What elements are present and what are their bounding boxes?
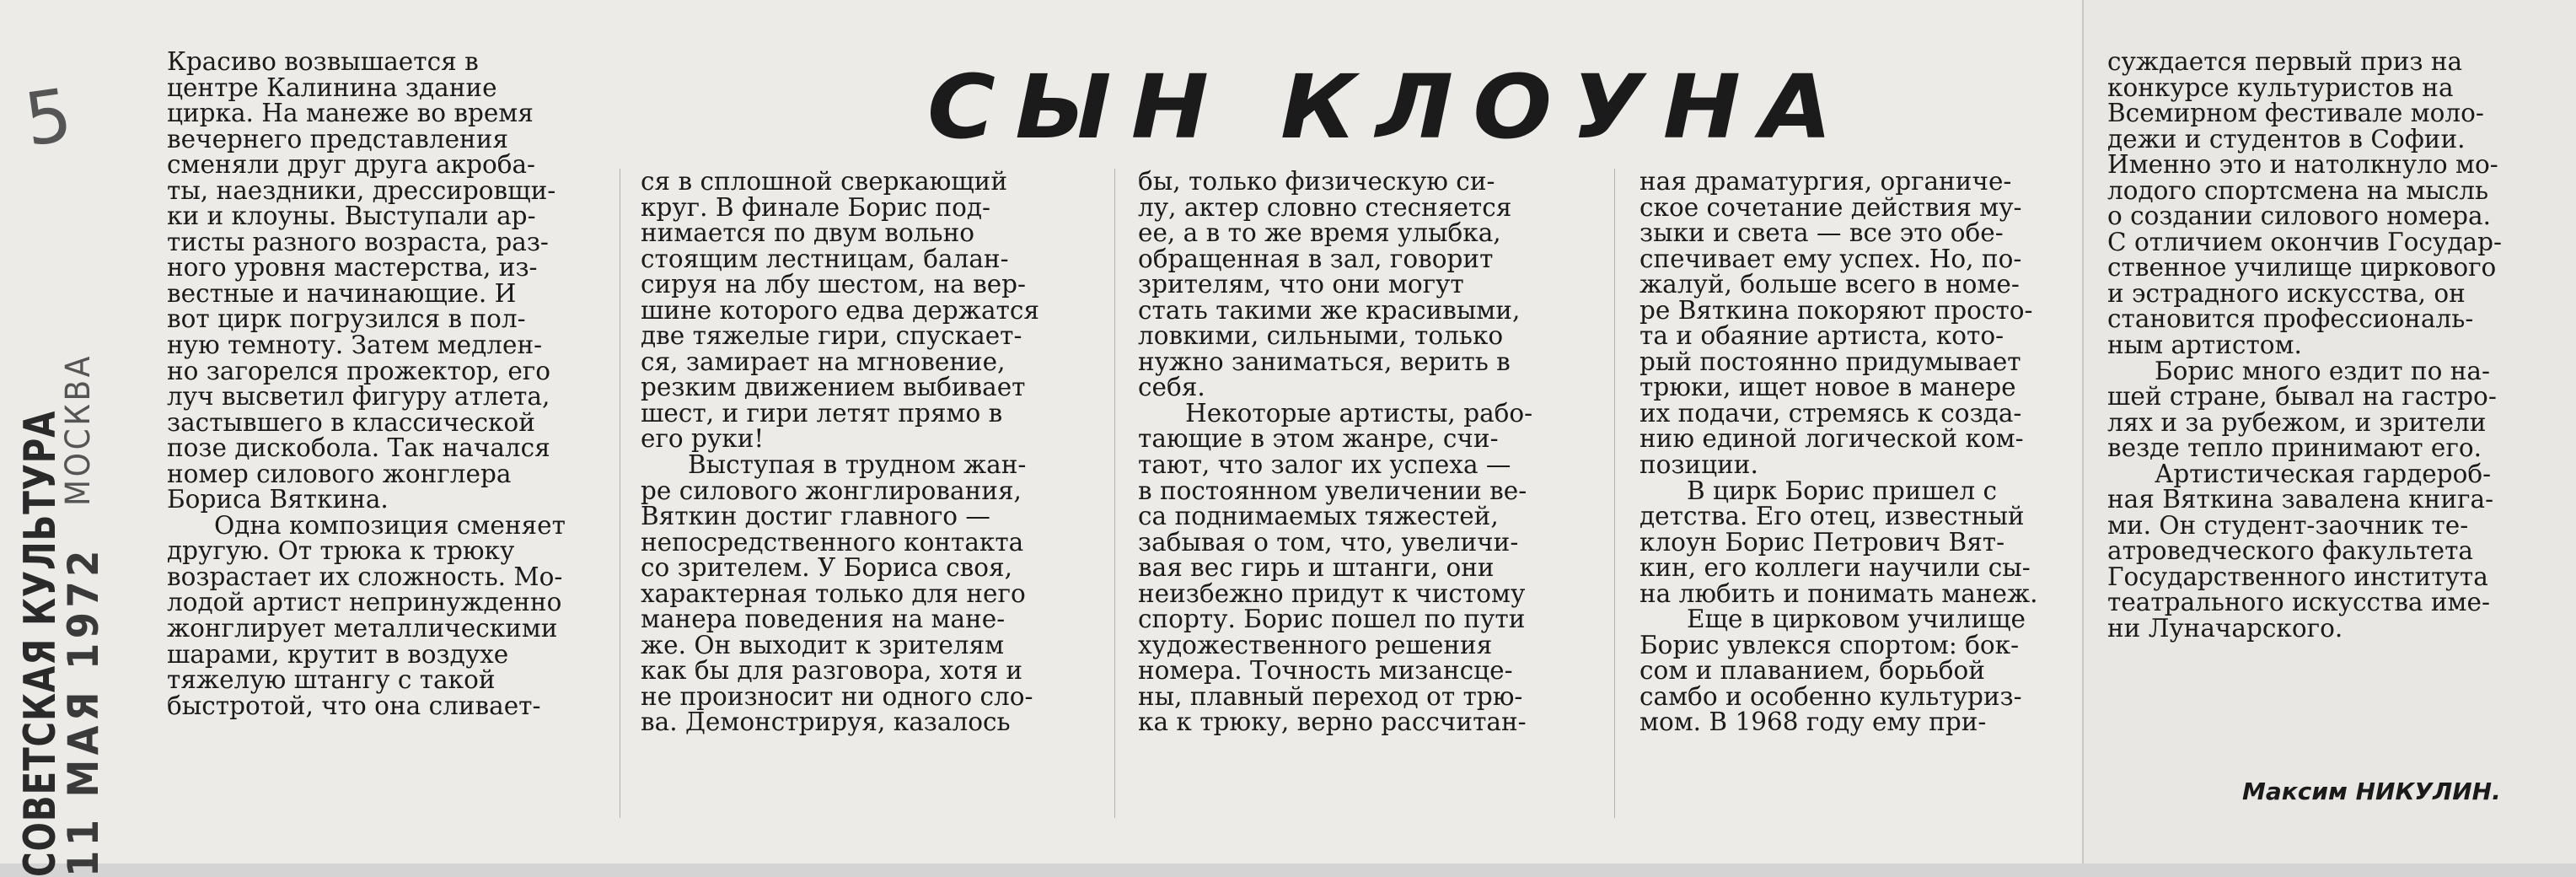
article-text-line: стоящим лестницам, балан- xyxy=(641,244,1009,273)
article-text-line: со зрителем. У Бориса своя, xyxy=(641,553,1013,583)
article-text-line: ны, плавный переход от трю- xyxy=(1138,681,1523,711)
article-text-line: Борис увлекся спортом: бок- xyxy=(1640,630,2020,659)
article-text-line: но загорелся прожектор, его xyxy=(167,356,551,385)
article-text-line: не произносит ни одного сло- xyxy=(641,681,1033,711)
article-column-3 xyxy=(1138,169,1576,735)
article-text-line: в постоянном увеличении ве- xyxy=(1138,476,1527,505)
article-text-line: застывшего в классической xyxy=(167,407,535,437)
article-text-line: детства. Его отец, известный xyxy=(1640,502,2025,531)
article-title: СЫН КЛОУНА xyxy=(927,56,1852,159)
article-text-line: ственное училище циркового xyxy=(2107,253,2497,282)
article-text-line: лодого спортсмена на мысль xyxy=(2107,175,2489,205)
article-text-line: быстротой, что она сливает- xyxy=(167,691,541,720)
article-text-line: резким движением выбивает xyxy=(641,373,1026,402)
article-text-line: В цирк Борис пришел с xyxy=(1687,476,1998,505)
article-text-line: клоун Борис Петрович Вят- xyxy=(1640,527,2005,557)
article-text-line: ее, а в то же время улыбка, xyxy=(1138,218,1501,248)
article-text-line: жалуй, больше всего в номе- xyxy=(1640,270,2020,299)
article-text-line: непосредственного контакта xyxy=(641,527,1024,557)
article-text-line: вая вес гирь и штанги, они xyxy=(1138,553,1495,583)
article-text-line: Некоторые артисты, рабо- xyxy=(1185,398,1533,428)
column-divider xyxy=(1114,169,1115,818)
city-stamp: МОСКВА xyxy=(59,352,98,506)
article-text-line: Именно это и натолкнуло мо- xyxy=(2107,150,2498,180)
article-text-line: лях и за рубежом, и зрители xyxy=(2107,407,2487,437)
article-text-line: нужно заниматься, верить в xyxy=(1138,347,1511,376)
article-text-line: суждается первый приз на xyxy=(2107,47,2463,76)
article-text-line: и эстрадного искусства, он xyxy=(2107,278,2466,308)
article-text-line: вестные и начинающие. И xyxy=(167,278,517,308)
pencil-mark: 5 xyxy=(19,73,78,164)
article-text-line: цирка. На манеже во время xyxy=(167,99,534,128)
article-text-line: неизбежно придут к чистому xyxy=(1138,578,1526,608)
article-text-line: везде тепло принимают его. xyxy=(2107,433,2482,463)
article-text-line: нию единой логической ком- xyxy=(1640,424,2024,454)
article-text-line: ми. Он студент-заочник те- xyxy=(2107,510,2469,540)
article-text-line: Артистическая гардероб- xyxy=(2155,459,2492,488)
article-text-line: ва. Демонстрируя, казалось xyxy=(641,708,1011,737)
article-text-line: их подачи, стремясь к созда- xyxy=(1640,398,2022,428)
article-column-5 xyxy=(2107,49,2554,642)
article-text-line: тисты разного возраста, раз- xyxy=(167,227,549,256)
article-text-line: обращенная в зал, говорит xyxy=(1138,244,1494,273)
article-text-line: сируя на лбу шестом, на вер- xyxy=(641,270,1027,299)
article-column-4 xyxy=(1640,169,2069,735)
article-text-line: тающие в этом жанре, счи- xyxy=(1138,424,1499,454)
article-column-2 xyxy=(641,169,1087,735)
article-text-line: бы, только физическую си- xyxy=(1138,167,1495,196)
article-text-line: позиции. xyxy=(1640,450,1758,480)
article-text-line: Еще в цирковом училище xyxy=(1687,605,2026,634)
article-text-line: трюки, ищет новое в манере xyxy=(1640,373,2016,402)
article-text-line: ловкими, сильными, только xyxy=(1138,321,1504,351)
article-text-line: ным артистом. xyxy=(2107,331,2302,360)
article-text-line: са поднимаемых тяжестей, xyxy=(1138,502,1499,531)
article-text-line: другую. От трюка к трюку xyxy=(167,536,515,566)
article-text-line: ного уровня мастерства, из- xyxy=(167,253,538,282)
article-text-line: вот цирк погрузился в пол- xyxy=(167,304,526,334)
article-text-line: становится профессиональ- xyxy=(2107,304,2474,334)
article-text-line: луч высветил фигуру атлета, xyxy=(167,382,550,412)
source-stamp xyxy=(0,34,108,877)
article-text-line: ка к трюку, верно рассчитан- xyxy=(1138,708,1527,737)
article-text-line: шей стране, бывал на гастро- xyxy=(2107,382,2497,412)
author-signature: Максим НИКУЛИН. xyxy=(2242,777,2501,805)
article-text-line: ную темноту. Затем медлен- xyxy=(167,331,543,360)
article-text-line: ре Вяткина покоряют просто- xyxy=(1640,295,2033,325)
article-text-line: театрального искусства име- xyxy=(2107,588,2490,617)
article-text-line: Всемирном фестивале моло- xyxy=(2107,99,2484,128)
article-text-line: круг. В финале Борис под- xyxy=(641,192,990,222)
article-text-line: конкурсе культуристов на xyxy=(2107,73,2454,102)
article-text-line: спечивает ему успех. Но, по- xyxy=(1640,244,2022,273)
article-text-line: Красиво возвышается в xyxy=(167,47,479,76)
article-text-line: Одна композиция сменяет xyxy=(214,510,566,540)
article-text-line: художественного решения xyxy=(1138,630,1493,659)
article-text-line: на любить и понимать манеж. xyxy=(1640,578,2038,608)
article-text-line: С отличием окончив Государ- xyxy=(2107,227,2502,256)
article-text-line: дежи и студентов в Софии. xyxy=(2107,124,2466,153)
article-text-line: лодой артист непринужденно xyxy=(167,588,562,617)
article-text-line: нимается по двум вольно xyxy=(641,218,974,248)
date-stamp: 11 МАЯ 1972 xyxy=(59,546,108,877)
article-text-line: ты, наездники, дрессировщи- xyxy=(167,175,556,205)
article-text-line: Выступая в трудном жан- xyxy=(688,450,1027,480)
article-text-line: ся в сплошной сверкающий xyxy=(641,167,1007,196)
article-text-line: ни Луначарского. xyxy=(2107,614,2343,643)
article-text-line: как бы для разговора, хотя и xyxy=(641,656,1023,686)
article-text-line: самбо и особенно культуриз- xyxy=(1640,681,2022,711)
article-text-line: спорту. Борис пошел по пути xyxy=(1138,605,1526,634)
article-text-line: тают, что залог их успеха — xyxy=(1138,450,1511,480)
article-text-line: атроведческого факультета xyxy=(2107,536,2474,566)
article-text-line: позе дискобола. Так начался xyxy=(167,433,550,463)
article-text-line: центре Калинина здание xyxy=(167,73,497,102)
article-text-line: ское сочетание действия му- xyxy=(1640,192,2022,222)
article-text-line: Борис много ездит по на- xyxy=(2155,356,2490,385)
article-text-line: лу, актер словно стесняется xyxy=(1138,192,1512,222)
article-text-line: мом. В 1968 году ему при- xyxy=(1640,708,1987,737)
article-text-line: ре силового жонглирования, xyxy=(641,476,1022,505)
article-text-line: ся, замирает на мгновение, xyxy=(641,347,1006,376)
article-text-line: стать такими же красивыми, xyxy=(1138,295,1521,325)
column-divider xyxy=(1614,169,1615,818)
article-text-line: о создании силового номера. xyxy=(2107,202,2491,231)
article-text-line: возрастает их сложность. Мо- xyxy=(167,562,563,591)
article-text-line: тяжелую штангу с такой xyxy=(167,665,496,695)
article-text-line: зрителям, что они могут xyxy=(1138,270,1464,299)
article-text-line: ная Вяткина завалена книга- xyxy=(2107,485,2494,514)
article-text-line: ки и клоуны. Выступали ар- xyxy=(167,202,536,231)
article-column-1 xyxy=(167,49,588,718)
newspaper-name: СОВЕТСКАЯ КУЛЬТУРА xyxy=(15,410,66,877)
article-text-line: шине которого едва держатся xyxy=(641,295,1039,325)
article-text-line: номер силового жонглера xyxy=(167,459,512,488)
article-text-line: рый постоянно придумывает xyxy=(1640,347,2021,376)
article-text-line: шарами, крутит в воздухе xyxy=(167,639,509,669)
article-text-line: же. Он выходит к зрителям xyxy=(641,630,1005,659)
article-text-line: Государственного института xyxy=(2107,562,2488,591)
article-text-line: Вяткин достиг главного — xyxy=(641,502,990,531)
article-text-line: та и обаяние артиста, кото- xyxy=(1640,321,2004,351)
article-text-line: Бориса Вяткина. xyxy=(167,485,389,514)
article-text-line: ная драматургия, органиче- xyxy=(1640,167,2012,196)
article-text-line: жонглирует металлическими xyxy=(167,614,558,643)
article-text-line: две тяжелые гири, спускает- xyxy=(641,321,1022,351)
article-text-line: номера. Точность мизансце- xyxy=(1138,656,1513,686)
article-text-line: характерная только для него xyxy=(641,578,1026,608)
article-text-line: манера поведения на мане- xyxy=(641,605,1006,634)
article-text-line: сом и плаванием, борьбой xyxy=(1640,656,1985,686)
article-text-line: его руки! xyxy=(641,424,765,454)
article-text-line: зыки и света — все это обе- xyxy=(1640,218,2004,248)
article-text-line: сменяли друг друга акроба- xyxy=(167,150,536,180)
article-text-line: себя. xyxy=(1138,373,1205,402)
article-text-line: забывая о том, что, увеличи- xyxy=(1138,527,1519,557)
article-text-line: кин, его коллеги научили сы- xyxy=(1640,553,2031,583)
article-text-line: шест, и гири летят прямо в xyxy=(641,398,1003,428)
article-text-line: вечернего представления xyxy=(167,124,508,153)
